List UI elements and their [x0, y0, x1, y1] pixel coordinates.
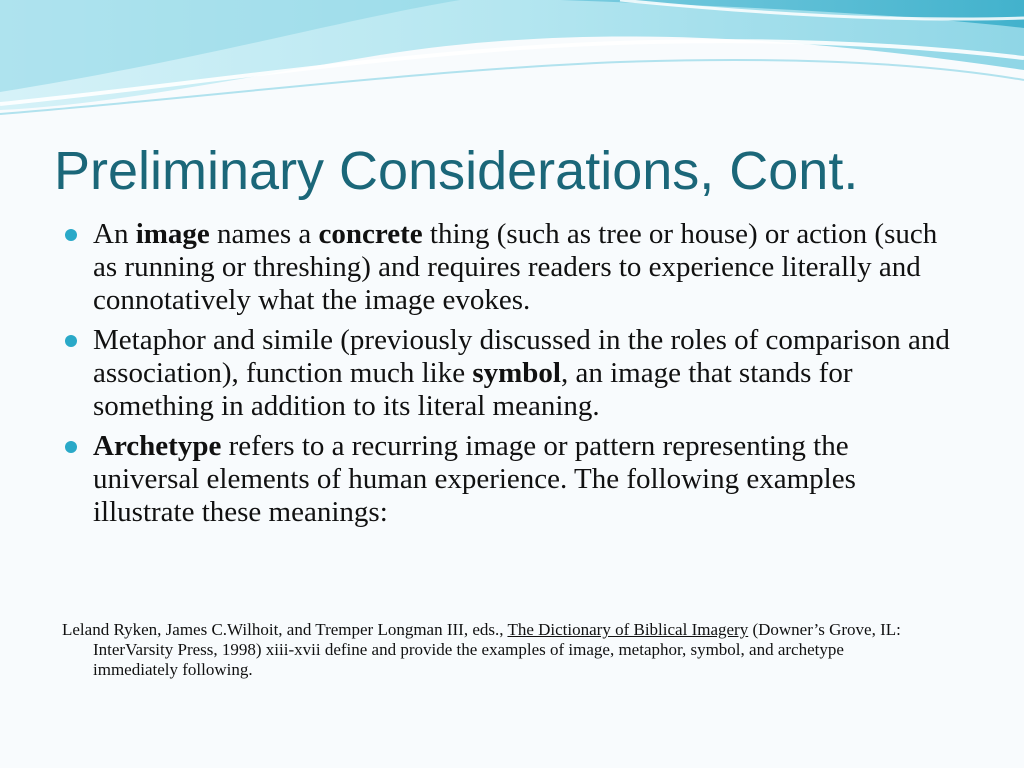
header-wave-decoration [0, 0, 1024, 130]
bullet-item-metaphor [62, 324, 962, 423]
segment: An [93, 218, 136, 250]
citation-authors: Leland Ryken, James C.Wilhoit, and Tremper Longman III, eds., [62, 620, 508, 639]
citation [62, 620, 933, 680]
term-concrete: concrete [318, 218, 423, 250]
bullet-dot-icon [65, 229, 77, 241]
bullet-dot-icon [65, 335, 77, 347]
segment: Metaphor and simile (previously discussed in the roles of comparison and association), function much like [93, 324, 950, 389]
citation-book-title: The Dictionary of Biblical Imagery [507, 620, 749, 639]
segment: names a [209, 218, 319, 250]
bullet-dot-icon [65, 441, 77, 453]
segment: refers to a recurring image or pattern representing the universal elements of human experience. The following examples illustrate these meanings: [93, 430, 856, 528]
bullet-item-archetype [62, 430, 962, 529]
citation-details: (Downer’s Grove, IL: InterVarsity Press, 1998) xiii-xvii define and provide the examples of image, metaphor, symbol, and archetype immediately following. [93, 620, 901, 679]
segment: , an image that stands for something in addition to its literal meaning. [93, 357, 853, 422]
bullet-item-image [62, 218, 962, 317]
bullet-list [62, 218, 962, 536]
term-archetype: Archetype [93, 430, 222, 462]
slide-title: Preliminary Considerations, Cont. [54, 141, 859, 201]
segment: thing (such as tree or house) or action (such as running or threshing) and requires readers to experience literally and connotatively what the image evokes. [93, 218, 938, 316]
term-image: image [135, 218, 210, 250]
term-symbol: symbol [472, 357, 561, 389]
